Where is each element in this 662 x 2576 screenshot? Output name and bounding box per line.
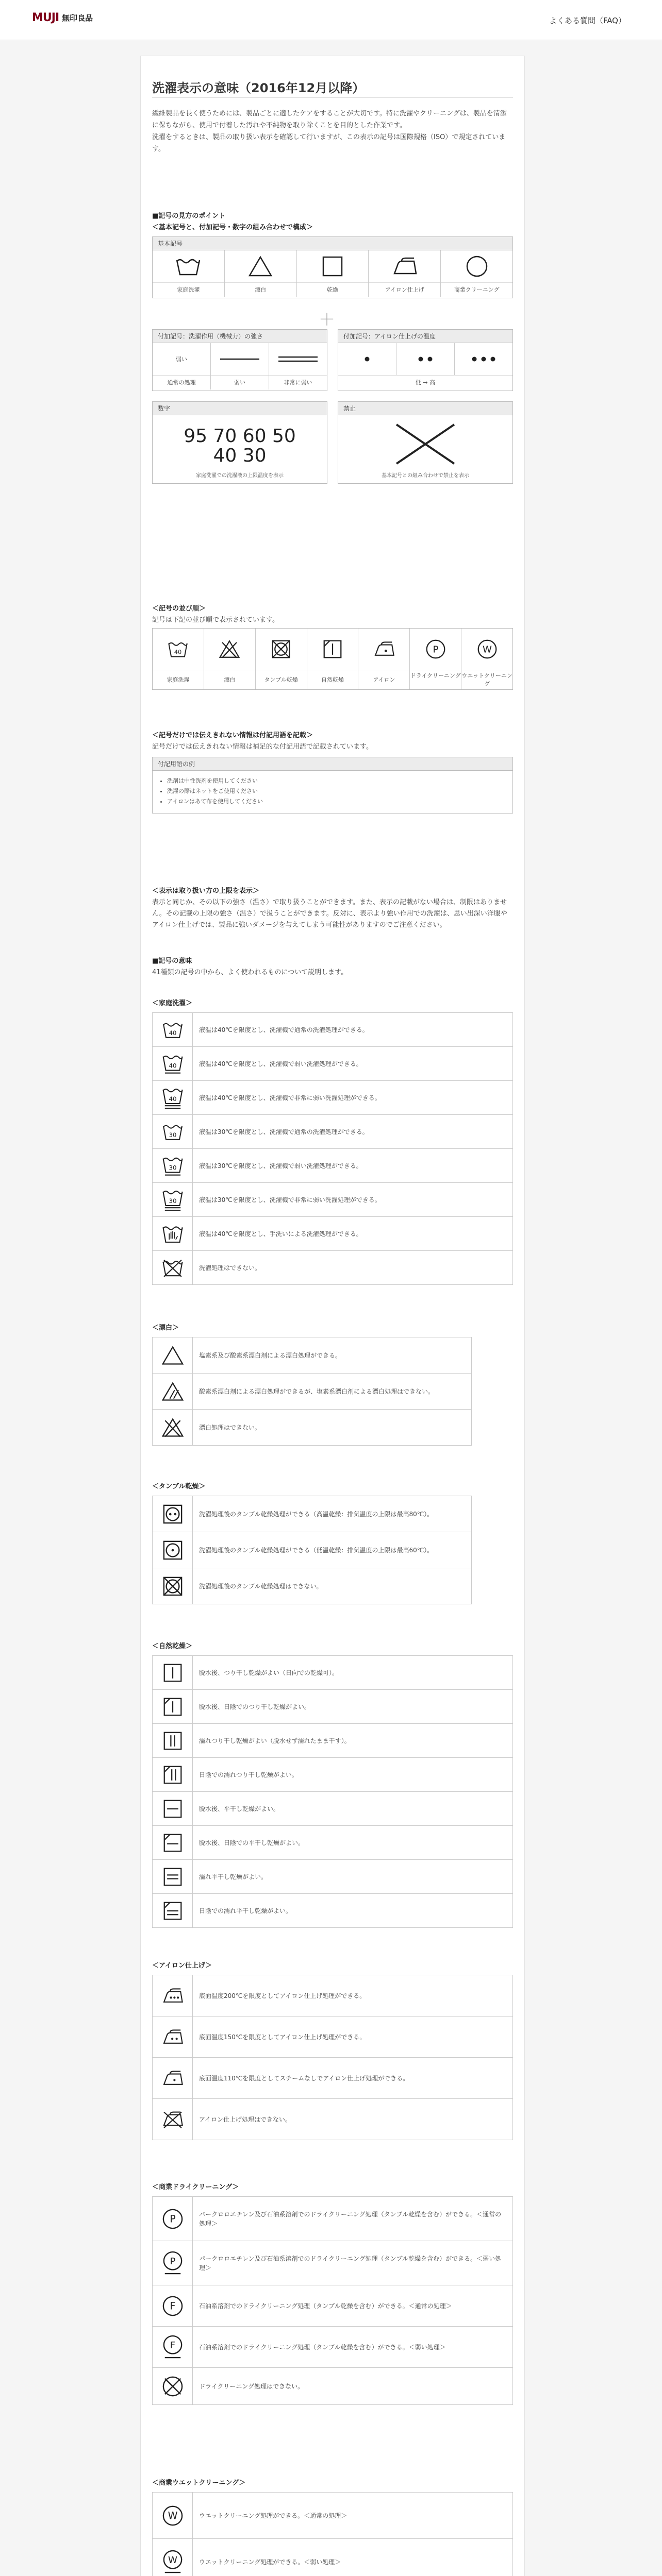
- row-description: 石油系溶剤でのドライクリーニング処理（タンブル乾燥を含む）ができる。＜通常の処理＞: [199, 2302, 452, 2310]
- table-row: [152, 1860, 513, 1894]
- iron-high-icon: [161, 1987, 184, 2005]
- basic-symbol-iron: [369, 250, 441, 297]
- hand-wash-icon: [161, 1224, 184, 1244]
- list-item: • アイロンはあて布を使用してください: [167, 796, 507, 807]
- logo-name: 無印良品: [62, 13, 93, 23]
- bleach-heading: ＜漂白＞: [152, 1324, 179, 1332]
- symbol-label: 自然乾燥: [307, 670, 358, 689]
- table-row: [152, 1532, 472, 1568]
- bleach-table: [152, 1337, 472, 1446]
- dry-clean-f-weak-icon: [162, 2335, 184, 2360]
- symbol-label: 非常に弱い: [269, 375, 327, 389]
- wash-40-very-weak-icon: [161, 1086, 184, 1110]
- natural-table: [152, 1655, 513, 1928]
- panel-caption: 家庭洗濯での洗濯液の上限温度を表示: [196, 473, 284, 479]
- wet-clean-normal-icon: [162, 2505, 184, 2527]
- double-line-icon: [277, 355, 319, 363]
- row-description: 石油系溶剤でのドライクリーニング処理（タンブル乾燥を含む）ができる。＜弱い処理＞: [199, 2343, 446, 2351]
- svg-text:W: W: [168, 2510, 177, 2522]
- table-row: [152, 2016, 513, 2058]
- intro-text: [152, 108, 513, 155]
- intro-paragraph: 繊維製品を長く使うためには、製品ごとに適したケアをすることが大切です。特に洗濯やクリーニングは、製品を清潔に保ちながら、使用で付着した汚れや不純物を取り除くことを目的とした作業です。: [152, 110, 507, 129]
- dry-clean-heading: ＜商業ドライクリーニング＞: [152, 2183, 239, 2191]
- natural-heading: ＜自然乾燥＞: [152, 1642, 193, 1650]
- logo-mark: MUJI: [32, 11, 59, 24]
- strength-very-weak: [269, 343, 327, 389]
- basic-symbol-dry: [297, 250, 369, 297]
- wash-30-very-weak-icon: [161, 1188, 184, 1212]
- row-description: ウエットクリーニング処理ができる。＜弱い処理＞: [199, 2558, 341, 2566]
- cross-icon: [394, 422, 456, 466]
- shade-drip-flat-dry-icon: [163, 1901, 183, 1921]
- table-row: [152, 1690, 513, 1724]
- cleaning-circle-icon: [466, 255, 488, 278]
- dry-clean-p-icon: [425, 639, 446, 659]
- symbol-label: 乾燥: [297, 282, 369, 297]
- row-description: 濡れ平干し乾燥がよい。: [199, 1873, 268, 1880]
- iron-icon: [391, 256, 418, 277]
- bleach-cross-icon: [219, 639, 240, 659]
- handling-heading: ＜表示は取り扱い方の上限を表示＞: [152, 887, 260, 895]
- handling-text: 表示と同じか、その以下の強さ（温さ）で取り扱うことができます。また、表示の記載がない場合は、制限はありません。その記載の上限の強さ（温さ）で扱うことができます。反対に、表示より強い作用での洗濯は、思い出深い洋服やアイロン仕上げでは、製品に強いダメージを与えてしまう可能性がありますのでご注意ください。: [152, 899, 507, 929]
- wash-40-icon: [167, 640, 189, 658]
- strength-normal: [153, 343, 211, 389]
- page-body: [0, 40, 662, 2576]
- symbol-label: ウエットクリーニング: [461, 670, 512, 689]
- dry-clean-p-normal-icon: [162, 2208, 184, 2230]
- row-description: 底面温度200℃を限度としてアイロン仕上げ処理ができる。: [199, 1992, 366, 1999]
- meaning-heading: ■記号の意味: [152, 957, 192, 965]
- table-row: [152, 1724, 513, 1758]
- order-iron: [358, 629, 410, 689]
- svg-text:40: 40: [169, 1062, 176, 1070]
- basic-symbol-bleach: [225, 250, 297, 297]
- row-description: 脱水後、日陰でのつり干し乾燥がよい。: [199, 1703, 311, 1710]
- three-dot-icon: [471, 356, 496, 362]
- panel-header: 付加記号：洗濯作用（機械力）の強さ: [153, 330, 327, 343]
- points-heading: ■記号の見方のポイント: [152, 212, 226, 220]
- bleach-any-icon: [161, 1345, 184, 1366]
- no-wash-icon: [161, 1258, 184, 1278]
- panel-caption: 基本記号との組み合わせで禁止を表示: [382, 473, 469, 479]
- tumble-low-icon: [162, 1540, 183, 1561]
- row-description: 脱水後、つり干し乾燥がよい（日向での乾燥可）。: [199, 1669, 339, 1676]
- basic-symbol-cleaning: [441, 250, 512, 297]
- svg-text:F: F: [170, 2340, 175, 2351]
- tumble-high-icon: [162, 1504, 183, 1524]
- row-description: 日陰での濡れ平干し乾燥がよい。: [199, 1907, 292, 1914]
- symbol-label: 漂白: [204, 670, 255, 689]
- wash-30-weak-icon: [161, 1155, 184, 1177]
- symbol-label: アイロン仕上げ: [369, 282, 440, 297]
- tumble-no-icon: [271, 639, 291, 659]
- intro-paragraph: 洗濯をするときは、製品の取り扱い表示を確認して行いますが、この表示の記号は国際規格（ISO）で規定されています。: [152, 133, 506, 153]
- single-line-icon: [219, 357, 260, 362]
- no-tumble-icon: [162, 1576, 183, 1597]
- two-dot-icon: [418, 356, 433, 362]
- order-dry-clean: [410, 629, 461, 689]
- row-description: 底面温度110℃を限度としてスチームなしでアイロン仕上げ処理ができる。: [199, 2074, 409, 2082]
- row-description: アイロン仕上げ処理はできない。: [199, 2115, 291, 2123]
- order-heading: ＜記号の並び順＞: [152, 605, 206, 613]
- basic-symbols-panel: [152, 236, 513, 298]
- svg-text:40: 40: [174, 649, 182, 656]
- wet-clean-heading: ＜商業ウエットクリーニング＞: [152, 2479, 246, 2487]
- temperature-numbers: [153, 427, 327, 466]
- temp-scale-label: 低 → 高: [338, 375, 512, 389]
- table-row: [152, 1826, 513, 1860]
- no-dry-clean-icon: [162, 2376, 184, 2397]
- panel-header: 禁止: [338, 402, 512, 415]
- list-item: • 洗剤は中性洗剤を使用してください: [167, 776, 507, 786]
- extra-heading: ＜記号だけでは伝えきれない情報は付記用語を記載＞: [152, 732, 313, 739]
- panel-header: 付加記号：アイロン仕上げの温度: [338, 330, 512, 343]
- dry-square-icon: [322, 256, 343, 277]
- symbol-label: ドライクリーニング: [410, 670, 461, 689]
- shade-flat-dry-icon: [163, 1833, 183, 1853]
- table-row: [152, 1337, 472, 1374]
- iron-table: [152, 1975, 513, 2140]
- row-description: 液温は40℃を限度とし、洗濯機で弱い洗濯処理ができる。: [199, 1060, 362, 1067]
- faq-nav-link[interactable]: よくある質問（FAQ）: [549, 16, 626, 25]
- svg-text:40: 40: [168, 1095, 177, 1103]
- svg-text:40: 40: [169, 1029, 176, 1037]
- row-description: 洗濯処理後のタンブル乾燥処理はできない。: [199, 1582, 323, 1590]
- no-iron-icon: [161, 2110, 184, 2129]
- temp-low: [338, 343, 396, 375]
- drip-dry-icon: [163, 1731, 183, 1751]
- table-row: [152, 2197, 513, 2241]
- no-bleach-icon: [161, 1417, 184, 1438]
- table-row: [152, 1758, 513, 1792]
- order-wash: [153, 629, 204, 689]
- extra-text: 記号だけでは伝えきれない情報は補足的な付記用語で記載されています。: [152, 743, 373, 751]
- row-description: 液温は40℃を限度とし、手洗いによる洗濯処理ができる。: [199, 1230, 362, 1238]
- strength-panel: [152, 329, 327, 391]
- svg-text:W: W: [482, 644, 492, 655]
- shade-drip-dry-icon: [163, 1765, 183, 1785]
- meaning-text: 41種類の記号の中から、よく使われるものについて説明します。: [152, 969, 348, 976]
- table-row: [152, 1496, 472, 1532]
- title-divider: [152, 97, 513, 98]
- shade-hang-icon: [323, 639, 342, 659]
- wet-clean-weak-icon: [162, 2550, 184, 2574]
- order-panel: [152, 628, 513, 690]
- panel-header: 付記用語の例: [153, 757, 512, 771]
- wash-40-normal-icon: [161, 1021, 184, 1039]
- dry-clean-f-normal-icon: [162, 2295, 184, 2317]
- svg-text:30: 30: [169, 1164, 176, 1172]
- ban-panel: [338, 401, 513, 484]
- table-row: [152, 1410, 472, 1446]
- table-row: [152, 1792, 513, 1826]
- temp-mid: [396, 343, 455, 375]
- table-row: [152, 1975, 513, 2016]
- table-row: [152, 2327, 513, 2368]
- symbol-label: タンブル乾燥: [256, 670, 307, 689]
- wet-clean-table: [152, 2492, 513, 2576]
- plus-icon: ＋: [319, 310, 336, 329]
- row-description: 酸素系漂白剤による漂白処理ができるが、塩素系漂白剤による漂白処理はできない。: [199, 1387, 435, 1395]
- bleach-triangle-icon: [248, 256, 273, 277]
- one-dot-icon: [364, 356, 370, 362]
- order-bleach: [204, 629, 256, 689]
- table-row: [152, 1568, 472, 1604]
- row-description: 脱水後、平干し乾燥がよい。: [199, 1805, 280, 1812]
- table-row: [152, 2058, 513, 2099]
- symbol-label: 家庭洗濯: [153, 670, 204, 689]
- row-description: パークロロエチレン及び石油系溶剤でのドライクリーニング処理（タンブル乾燥を含む）ができる。＜通常の処理＞: [199, 2210, 502, 2227]
- tumble-heading: ＜タンブル乾燥＞: [152, 1483, 206, 1490]
- table-row: [152, 1081, 513, 1115]
- row-description: 液温は30℃を限度とし、洗濯機で通常の洗濯処理ができる。: [199, 1128, 369, 1136]
- table-row: [152, 2241, 513, 2285]
- table-row: [152, 1374, 472, 1410]
- table-row: [152, 2285, 513, 2327]
- row-description: 液温は40℃を限度とし、洗濯機で非常に弱い洗濯処理ができる。: [199, 1094, 381, 1101]
- svg-text:F: F: [170, 2300, 175, 2312]
- svg-text:P: P: [433, 644, 439, 655]
- table-row: [152, 2493, 513, 2539]
- dry-clean-table: [152, 2196, 513, 2405]
- shade-line-dry-icon: [163, 1697, 183, 1717]
- strength-weak: [211, 343, 269, 389]
- svg-text:30: 30: [169, 1131, 176, 1139]
- table-row: [152, 1013, 513, 1047]
- svg-text:P: P: [169, 2213, 176, 2225]
- dry-clean-p-weak-icon: [162, 2251, 184, 2276]
- table-row: [152, 1047, 513, 1081]
- table-row: [152, 1115, 513, 1149]
- number-panel: [152, 401, 327, 484]
- svg-text:W: W: [168, 2554, 177, 2566]
- row-description: 日陰での濡れつり干し乾燥がよい。: [199, 1771, 298, 1778]
- iron-temp-panel: [338, 329, 513, 391]
- article-card: [140, 56, 525, 2576]
- numbers-row: 95 70 60 50: [184, 426, 296, 447]
- row-description: ウエットクリーニング処理ができる。＜通常の処理＞: [199, 2512, 347, 2519]
- temp-high: [455, 343, 512, 375]
- table-row: [152, 1149, 513, 1183]
- extra-box: [152, 757, 513, 814]
- order-natural: [307, 629, 359, 689]
- row-description: 液温は40℃を限度とし、洗濯機で通常の洗濯処理ができる。: [199, 1026, 369, 1033]
- panel-header: 数字: [153, 402, 327, 415]
- drip-flat-dry-icon: [163, 1867, 183, 1887]
- table-row: [152, 1894, 513, 1928]
- extra-list: [153, 771, 512, 812]
- wash-tub-icon: [175, 256, 202, 277]
- page-title: 洗濯表示の意味（2016年12月以降）: [152, 81, 365, 95]
- list-item: • 洗濯の際はネットをご使用ください: [167, 786, 507, 796]
- table-row: [152, 1183, 513, 1217]
- svg-text:P: P: [170, 2256, 175, 2267]
- wash-40-weak-icon: [161, 1053, 184, 1075]
- points-subheading: ＜基本記号と、付加記号・数字の組み合わせで構成＞: [152, 224, 313, 231]
- table-row: [152, 2099, 513, 2140]
- row-description: 液温は30℃を限度とし、洗濯機で非常に弱い洗濯処理ができる。: [199, 1196, 381, 1204]
- bleach-oxygen-icon: [161, 1381, 184, 1402]
- row-description: パークロロエチレン及び石油系溶剤でのドライクリーニング処理（タンブル乾燥を含む）ができる。＜弱い処理＞: [199, 2255, 502, 2272]
- wash-30-normal-icon: [161, 1123, 184, 1141]
- line-dry-icon: [163, 1663, 183, 1683]
- top-bar: [0, 0, 662, 40]
- home-wash-table: [152, 1012, 513, 1285]
- order-tumble: [256, 629, 307, 689]
- iron-mid-icon: [161, 2028, 184, 2046]
- table-row: [152, 1656, 513, 1690]
- row-description: 洗濯処理はできない。: [199, 1264, 261, 1272]
- row-description: 洗濯処理後のタンブル乾燥処理ができる（高温乾燥：排気温度の上限は最高80℃）。: [199, 1510, 434, 1518]
- order-wet-clean: [461, 629, 512, 689]
- iron-dot-icon: [373, 640, 395, 658]
- tumble-table: [152, 1496, 472, 1604]
- row-description: 液温は30℃を限度とし、洗濯機で弱い洗濯処理ができる。: [199, 1162, 362, 1170]
- row-description: ドライクリーニング処理はできない。: [199, 2382, 304, 2390]
- brand-logo[interactable]: [32, 11, 93, 24]
- basic-symbol-wash: [153, 250, 225, 297]
- iron-heading: ＜アイロン仕上げ＞: [152, 1962, 212, 1970]
- numbers-row: 40 30: [213, 445, 267, 466]
- flat-dry-icon: [163, 1799, 183, 1819]
- svg-text:30: 30: [168, 1197, 177, 1205]
- panel-header: 基本記号: [153, 237, 512, 250]
- symbol-label: 家庭洗濯: [153, 282, 224, 297]
- order-text: 記号は下記の並び順で表示されています。: [152, 616, 279, 624]
- strength-side-label: 弱い: [176, 356, 187, 363]
- table-row: [152, 2539, 513, 2576]
- table-row: [152, 2368, 513, 2405]
- iron-low-icon: [161, 2070, 184, 2087]
- symbol-label: 通常の処理: [153, 375, 210, 389]
- symbol-label: アイロン: [358, 670, 409, 689]
- wet-clean-w-icon: [477, 639, 498, 659]
- row-description: 濡れつり干し乾燥がよい（脱水せず濡れたまま干す）。: [199, 1737, 351, 1744]
- symbol-label: 商業クリーニング: [441, 282, 512, 297]
- symbol-label: 漂白: [225, 282, 296, 297]
- table-row: [152, 1217, 513, 1251]
- row-description: 漂白処理はできない。: [199, 1423, 261, 1431]
- table-row: [152, 1251, 513, 1285]
- row-description: 底面温度150℃を限度としてアイロン仕上げ処理ができる。: [199, 2033, 366, 2041]
- symbol-label: 弱い: [211, 375, 269, 389]
- row-description: 洗濯処理後のタンブル乾燥処理ができる（低温乾燥：排気温度の上限は最高60℃）。: [199, 1546, 434, 1554]
- row-description: 塩素系及び酸素系漂白剤による漂白処理ができる。: [199, 1351, 342, 1359]
- home-wash-heading: ＜家庭洗濯＞: [152, 999, 193, 1007]
- row-description: 脱水後、日陰での平干し乾燥がよい。: [199, 1839, 305, 1846]
